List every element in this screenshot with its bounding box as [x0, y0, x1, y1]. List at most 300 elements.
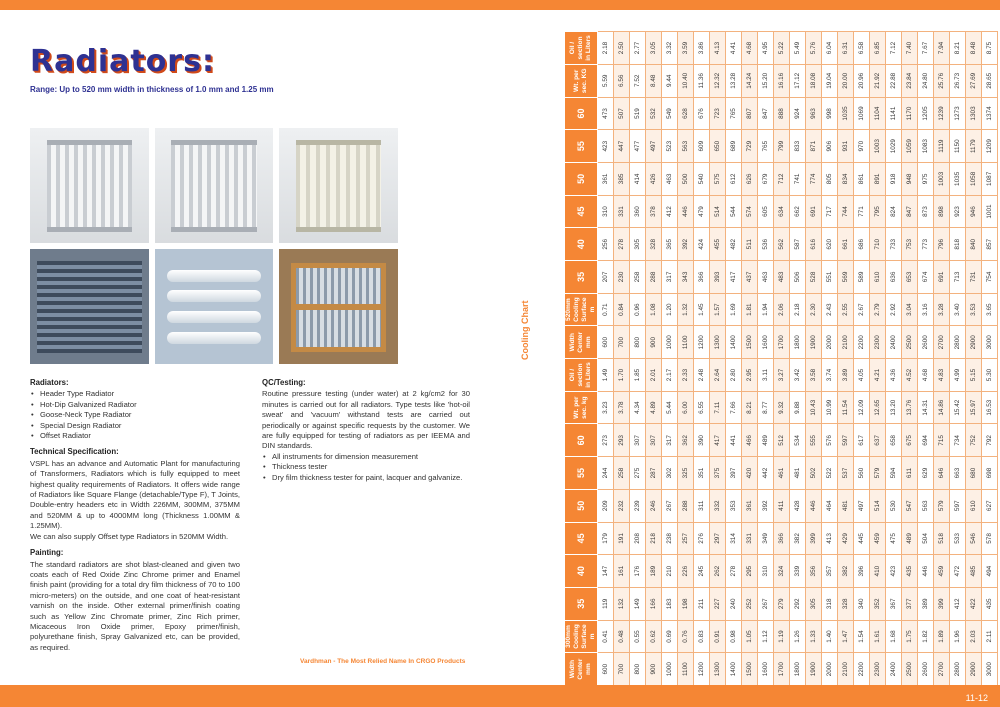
table-cell: 796 — [934, 228, 950, 261]
table-cell: 3.74 — [822, 359, 838, 392]
table-cell: 23.84 — [902, 64, 918, 97]
table-cell: 1.26 — [790, 620, 806, 653]
table-cell: 276 — [694, 522, 710, 555]
table-cell: 198 — [678, 587, 694, 620]
table-cell: 578 — [982, 522, 998, 555]
table-cell: 278 — [614, 228, 630, 261]
table-cell: 888 — [774, 97, 790, 130]
table-cell: 663 — [950, 457, 966, 490]
table-cell: 1.68 — [886, 620, 902, 653]
table-cell: 532 — [646, 97, 662, 130]
table-cell: 2.03 — [966, 620, 982, 653]
table-cell: 6.55 — [694, 391, 710, 424]
table-cell: 906 — [822, 130, 838, 163]
table-cell: 1.08 — [646, 293, 662, 326]
table-cell: 4.99 — [950, 359, 966, 392]
table-header-cell: 40 — [565, 555, 598, 588]
table-cell: 2100 — [838, 326, 854, 359]
table-cell: 1179 — [966, 130, 982, 163]
table-cell: 8.48 — [646, 64, 662, 97]
table-cell: 27.69 — [966, 64, 982, 97]
table-cell: 21.92 — [870, 64, 886, 97]
table-cell: 610 — [966, 489, 982, 522]
table-cell: 771 — [854, 195, 870, 228]
table-cell: 609 — [694, 130, 710, 163]
table-cell: 723 — [710, 97, 726, 130]
table-cell: 389 — [918, 587, 934, 620]
table-cell: 504 — [918, 522, 934, 555]
table-cell: 2.30 — [806, 293, 822, 326]
table-cell: 20.00 — [838, 64, 854, 97]
table-cell: 13.76 — [902, 391, 918, 424]
table-cell: 399 — [934, 587, 950, 620]
table-cell: 729 — [742, 130, 758, 163]
table-cell: 637 — [870, 424, 886, 457]
table-cell: 10.43 — [806, 391, 822, 424]
table-cell: 179 — [598, 522, 614, 555]
table-cell: 1374 — [982, 97, 998, 130]
table-cell: 834 — [838, 163, 854, 196]
table-cell: 1000 — [662, 326, 678, 359]
radiator-pipes-photo — [155, 249, 274, 364]
table-cell: 2.50 — [614, 32, 630, 65]
table-cell: 13.28 — [726, 64, 742, 97]
table-cell: 6.56 — [614, 64, 630, 97]
table-cell: 166 — [646, 587, 662, 620]
table-cell: 210 — [662, 555, 678, 588]
table-cell: 500 — [678, 163, 694, 196]
table-cell: 689 — [726, 130, 742, 163]
table-cell: 7.11 — [710, 391, 726, 424]
table-cell: 411 — [774, 489, 790, 522]
table-cell: 1003 — [870, 130, 886, 163]
table-cell: 422 — [966, 587, 982, 620]
table-cell: 5.22 — [774, 32, 790, 65]
table-cell: 17.12 — [790, 64, 806, 97]
table-cell: 4.89 — [646, 391, 662, 424]
qc-item: • Thickness tester — [262, 462, 470, 472]
painting-text: The standard radiators are shot blast-cleaned and given two coats each of Red Oxide Zinc Chrome primer and Enamel finish paint (providing for a total dry film thickness of 70 to 100 micro-meters) on the outside, and one coat of heat-resistant varnish on the inside. Other external primer/finish coating such as Yellow Zinc Chromate primer, Zinc Rich primer, Micaceous Iron Oxide primer, Epoxy primer/finish, polyurethane finish, Spray Galvanized etc, can be provided, as required. — [30, 559, 240, 652]
table-cell: 646 — [934, 457, 950, 490]
table-cell: 149 — [630, 587, 646, 620]
table-cell: 1.70 — [614, 359, 630, 392]
table-row — [806, 32, 822, 686]
table-cell: 258 — [630, 261, 646, 294]
table-cell: 305 — [630, 228, 646, 261]
table-cell: 5.15 — [966, 359, 982, 392]
table-cell: 617 — [854, 424, 870, 457]
table-cell: 741 — [790, 163, 806, 196]
table-cell: 3.59 — [678, 32, 694, 65]
table-cell: 2200 — [854, 326, 870, 359]
top-accent-bar — [0, 0, 1000, 10]
table-cell: 691 — [806, 195, 822, 228]
table-cell: 1.12 — [758, 620, 774, 653]
table-cell: 437 — [742, 261, 758, 294]
table-cell: 1.89 — [934, 620, 950, 653]
table-cell: 252 — [742, 587, 758, 620]
table-cell: 946 — [966, 195, 982, 228]
table-cell: 1.69 — [726, 293, 742, 326]
table-cell: 774 — [806, 163, 822, 196]
table-cell: 6.04 — [822, 32, 838, 65]
table-cell: 230 — [614, 261, 630, 294]
table-cell: 424 — [694, 228, 710, 261]
table-cell: 497 — [646, 130, 662, 163]
table-cell: 530 — [886, 489, 902, 522]
table-cell: 479 — [694, 195, 710, 228]
table-cell: 482 — [726, 228, 742, 261]
table-cell: 765 — [758, 130, 774, 163]
table-cell: 3.04 — [902, 293, 918, 326]
table-cell: 429 — [838, 522, 854, 555]
table-cell: 713 — [950, 261, 966, 294]
table-cell: 497 — [854, 489, 870, 522]
table-header-cell: 55 — [565, 457, 598, 490]
table-cell: 540 — [694, 163, 710, 196]
table-cell: 11.36 — [694, 64, 710, 97]
table-cell: 847 — [758, 97, 774, 130]
table-cell: 12.65 — [870, 391, 886, 424]
table-cell: 998 — [822, 97, 838, 130]
table-cell: 483 — [774, 261, 790, 294]
table-cell: 612 — [726, 163, 742, 196]
table-header-cell: Oil / section in Liters — [565, 32, 598, 65]
table-cell: 1300 — [710, 653, 726, 686]
table-cell: 12.32 — [710, 64, 726, 97]
table-header-cell: Wt. per sec. KG — [565, 64, 598, 97]
cooling-chart-table — [564, 31, 998, 686]
table-cell: 245 — [694, 555, 710, 588]
table-cell: 1.47 — [838, 620, 854, 653]
table-cell: 576 — [822, 424, 838, 457]
table-cell: 1200 — [694, 653, 710, 686]
table-cell: 14.31 — [918, 391, 934, 424]
table-cell: 4.95 — [758, 32, 774, 65]
table-cell: 455 — [710, 228, 726, 261]
table-cell: 392 — [678, 228, 694, 261]
qc-item: • Dry film thickness tester for paint, lacquer and galvanize. — [262, 473, 470, 483]
table-cell: 807 — [742, 97, 758, 130]
table-cell: 752 — [966, 424, 982, 457]
tech-spec-extra: We can also supply Offset type Radiators in 520MM Width. — [30, 531, 229, 541]
table-cell: 4.34 — [630, 391, 646, 424]
table-cell: 147 — [598, 555, 614, 588]
table-cell: 5.76 — [806, 32, 822, 65]
table-cell: 191 — [614, 522, 630, 555]
table-cell: 477 — [630, 130, 646, 163]
table-cell: 1.32 — [678, 293, 694, 326]
table-cell: 447 — [614, 130, 630, 163]
table-cell: 833 — [790, 130, 806, 163]
table-cell: 3.11 — [758, 359, 774, 392]
table-cell: 7.67 — [918, 32, 934, 65]
table-header-cell: 520mm Cooling Surface m — [565, 293, 598, 326]
table-cell: 413 — [822, 522, 838, 555]
table-cell: 2600 — [918, 653, 934, 686]
table-cell: 605 — [758, 195, 774, 228]
table-cell: 679 — [758, 163, 774, 196]
table-cell: 353 — [726, 489, 742, 522]
table-cell: 795 — [870, 195, 886, 228]
table-header-cell: Width Center mm — [565, 326, 598, 359]
table-cell: 349 — [758, 522, 774, 555]
table-cell: 293 — [614, 424, 630, 457]
table-cell: 600 — [598, 653, 614, 686]
table-cell: 1.94 — [758, 293, 774, 326]
table-cell: 686 — [854, 228, 870, 261]
table-cell: 523 — [662, 130, 678, 163]
table-cell: 2.17 — [662, 359, 678, 392]
table-cell: 773 — [918, 228, 934, 261]
table-cell: 461 — [774, 457, 790, 490]
table-cell: 857 — [982, 228, 998, 261]
table-cell: 473 — [598, 97, 614, 130]
table-cell: 963 — [806, 97, 822, 130]
table-row — [902, 32, 918, 686]
table-cell: 511 — [742, 228, 758, 261]
table-cell: 1119 — [934, 130, 950, 163]
table-cell: 970 — [854, 130, 870, 163]
table-cell: 6.58 — [854, 32, 870, 65]
table-cell: 385 — [614, 163, 630, 196]
radiator-type-item: • Header Type Radiator — [30, 389, 240, 399]
table-cell: 325 — [678, 457, 694, 490]
table-row — [630, 32, 646, 686]
table-cell: 680 — [966, 457, 982, 490]
table-cell: 2.95 — [742, 359, 758, 392]
table-cell: 410 — [870, 555, 886, 588]
table-cell: 579 — [870, 457, 886, 490]
table-cell: 3.42 — [790, 359, 806, 392]
table-cell: 10.99 — [822, 391, 838, 424]
table-cell: 209 — [598, 489, 614, 522]
table-cell: 26.73 — [950, 64, 966, 97]
table-cell: 22.88 — [886, 64, 902, 97]
table-cell: 626 — [742, 163, 758, 196]
table-cell: 317 — [662, 261, 678, 294]
tech-spec-text: VSPL has an advance and Automatic Plant for manufacturing of Transformers, Radiators which is fully equipped to meet highest quality requirements of Radiators. It offers wide range of Radiators like Square Flange (detachable/Type F), T Joints, Double-entry headers etc in Width 226MM, 300MM, 375MM and 520MM & up to 4000MM long (Thickness 1.00MM & 1.25MM). — [30, 458, 240, 531]
table-cell: 396 — [854, 555, 870, 588]
table-cell: 1300 — [710, 326, 726, 359]
qc-list — [262, 452, 470, 483]
table-row — [934, 32, 950, 686]
table-cell: 717 — [822, 195, 838, 228]
table-cell: 1205 — [918, 97, 934, 130]
radiators-heading: Radiators: — [30, 378, 69, 387]
qc-heading: QC/Testing: — [262, 378, 306, 387]
radiator-panel-photo — [30, 128, 149, 243]
table-cell: 328 — [646, 228, 662, 261]
table-cell: 390 — [694, 424, 710, 457]
table-cell: 426 — [646, 163, 662, 196]
table-cell: 311 — [694, 489, 710, 522]
table-cell: 698 — [982, 457, 998, 490]
table-cell: 463 — [758, 261, 774, 294]
table-cell: 765 — [726, 97, 742, 130]
table-cell: 575 — [710, 163, 726, 196]
table-cell: 0.41 — [598, 620, 614, 653]
table-cell: 1069 — [854, 97, 870, 130]
table-cell: 2800 — [950, 326, 966, 359]
table-cell: 463 — [662, 163, 678, 196]
table-cell: 600 — [598, 326, 614, 359]
table-cell: 931 — [838, 130, 854, 163]
table-cell: 1.85 — [630, 359, 646, 392]
table-cell: 3.23 — [598, 391, 614, 424]
table-cell: 800 — [630, 653, 646, 686]
table-cell: 560 — [854, 457, 870, 490]
table-cell: 4.05 — [854, 359, 870, 392]
table-cell: 428 — [790, 489, 806, 522]
table-cell: 356 — [806, 555, 822, 588]
table-cell: 1200 — [694, 326, 710, 359]
table-cell: 273 — [598, 424, 614, 457]
table-header-cell: 60 — [565, 424, 598, 457]
table-cell: 4.36 — [886, 359, 902, 392]
table-cell: 1800 — [790, 326, 806, 359]
table-cell: 1400 — [726, 326, 742, 359]
table-cell: 375 — [710, 457, 726, 490]
table-cell: 305 — [806, 587, 822, 620]
galvanized-radiator-photo — [155, 128, 274, 243]
table-cell: 628 — [678, 97, 694, 130]
table-cell: 0.96 — [630, 293, 646, 326]
table-cell: 519 — [630, 97, 646, 130]
table-cell: 528 — [806, 261, 822, 294]
table-cell: 2200 — [854, 653, 870, 686]
table-cell: 597 — [838, 424, 854, 457]
table-cell: 1700 — [774, 653, 790, 686]
table-cell: 16.16 — [774, 64, 790, 97]
table-cell: 340 — [854, 587, 870, 620]
table-cell: 332 — [710, 489, 726, 522]
table-cell: 533 — [950, 522, 966, 555]
table-cell: 1059 — [902, 130, 918, 163]
table-cell: 361 — [742, 489, 758, 522]
table-cell: 24.80 — [918, 64, 934, 97]
table-cell: 4.52 — [902, 359, 918, 392]
table-row — [822, 32, 838, 686]
table-cell: 378 — [646, 195, 662, 228]
table-cell: 3.05 — [646, 32, 662, 65]
table-cell: 161 — [614, 555, 630, 588]
table-cell: 0.98 — [726, 620, 742, 653]
footer-tagline: Vardhman - The Most Relied Name In CRGO Products — [300, 658, 466, 665]
table-cell: 1.45 — [694, 293, 710, 326]
table-cell: 351 — [694, 457, 710, 490]
table-cell: 658 — [886, 424, 902, 457]
table-cell: 278 — [726, 555, 742, 588]
table-cell: 506 — [790, 261, 806, 294]
table-cell: 267 — [758, 587, 774, 620]
table-cell: 397 — [726, 457, 742, 490]
table-cell: 8.21 — [950, 32, 966, 65]
table-cell: 1400 — [726, 653, 742, 686]
table-row — [726, 32, 742, 686]
table-cell: 2400 — [886, 653, 902, 686]
table-cell: 1.96 — [950, 620, 966, 653]
cooling-chart — [564, 31, 998, 686]
qc-item: • All instruments for dimension measurement — [262, 452, 470, 462]
table-cell: 555 — [806, 424, 822, 457]
table-cell: 258 — [614, 457, 630, 490]
table-cell: 1.20 — [662, 293, 678, 326]
table-cell: 975 — [918, 163, 934, 196]
table-cell: 392 — [758, 489, 774, 522]
product-photo-grid — [30, 128, 398, 364]
table-cell: 1700 — [774, 326, 790, 359]
table-cell: 3.86 — [694, 32, 710, 65]
table-cell: 361 — [598, 163, 614, 196]
table-cell: 662 — [790, 195, 806, 228]
table-header-cell: 50 — [565, 489, 598, 522]
table-cell: 9.32 — [774, 391, 790, 424]
table-cell: 731 — [966, 261, 982, 294]
table-cell: 8.48 — [966, 32, 982, 65]
table-cell: 239 — [630, 489, 646, 522]
table-cell: 594 — [886, 457, 902, 490]
table-cell: 459 — [934, 555, 950, 588]
table-cell: 0.48 — [614, 620, 630, 653]
table-cell: 2800 — [950, 653, 966, 686]
radiator-type-item: • Goose-Neck Type Radiator — [30, 410, 240, 420]
table-cell: 1.49 — [598, 359, 614, 392]
table-cell: 287 — [646, 457, 662, 490]
table-cell: 824 — [886, 195, 902, 228]
table-cell: 3.28 — [934, 293, 950, 326]
table-cell: 0.69 — [662, 620, 678, 653]
table-cell: 352 — [870, 587, 886, 620]
table-cell: 620 — [822, 228, 838, 261]
table-header-cell: Wt. per sec. kg — [565, 391, 598, 424]
table-cell: 3.27 — [774, 359, 790, 392]
table-header-cell: 45 — [565, 195, 598, 228]
table-cell: 1.82 — [918, 620, 934, 653]
table-cell: 176 — [630, 555, 646, 588]
page-title: Radiators: — [30, 44, 215, 79]
table-cell: 2.18 — [598, 32, 614, 65]
table-cell: 446 — [678, 195, 694, 228]
table-row — [678, 32, 694, 686]
table-cell: 446 — [918, 555, 934, 588]
table-cell: 9.88 — [790, 391, 806, 424]
crated-radiator-photo — [279, 249, 398, 364]
table-cell: 634 — [774, 195, 790, 228]
table-cell: 393 — [710, 261, 726, 294]
table-cell: 1087 — [982, 163, 998, 196]
table-cell: 514 — [870, 489, 886, 522]
table-cell: 262 — [710, 555, 726, 588]
table-cell: 512 — [774, 424, 790, 457]
table-cell: 420 — [742, 457, 758, 490]
table-cell: 2.92 — [886, 293, 902, 326]
table-cell: 549 — [662, 97, 678, 130]
table-cell: 694 — [918, 424, 934, 457]
table-cell: 3.16 — [918, 293, 934, 326]
table-cell: 924 — [790, 97, 806, 130]
table-cell: 1035 — [950, 163, 966, 196]
table-cell: 2000 — [822, 653, 838, 686]
table-cell: 900 — [646, 653, 662, 686]
table-cell: 441 — [726, 424, 742, 457]
range-subtitle: Range: Up to 520 mm width in thickness of 1.0 mm and 1.25 mm — [30, 85, 274, 94]
table-cell: 318 — [822, 587, 838, 620]
table-cell: 365 — [662, 228, 678, 261]
table-cell: 4.13 — [710, 32, 726, 65]
table-cell: 847 — [902, 195, 918, 228]
table-cell: 800 — [630, 326, 646, 359]
